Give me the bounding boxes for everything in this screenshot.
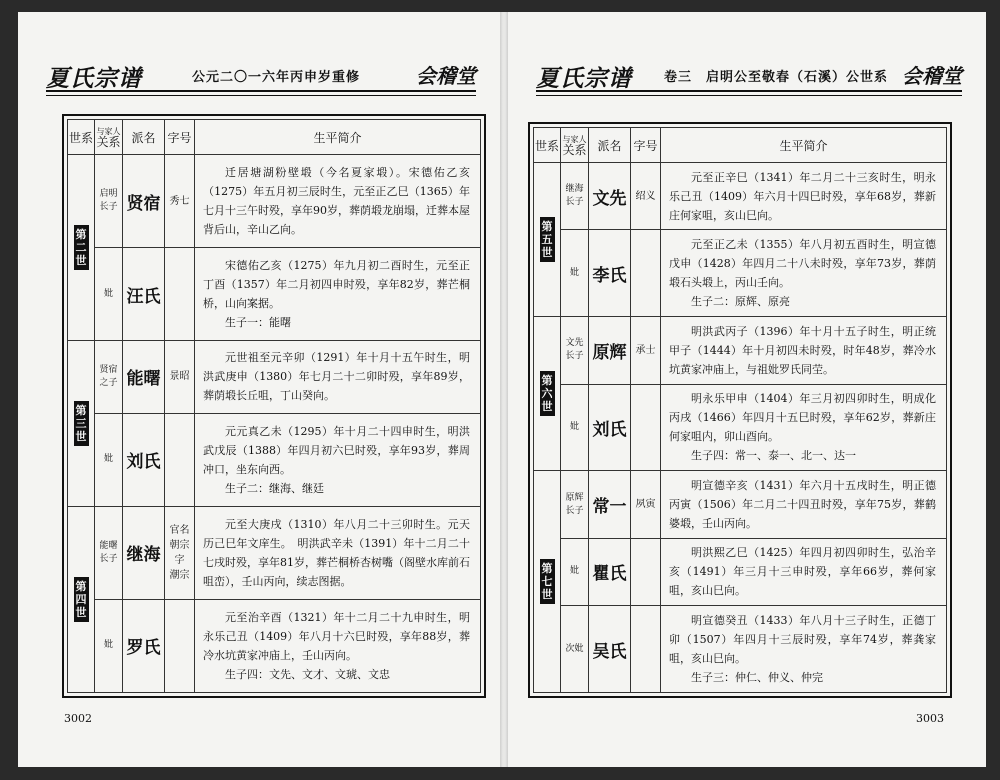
person-name: 文先: [589, 163, 631, 230]
biography-text: 元元真乙未（1295）年十月二十四申时生，明洪武戊辰（1388）年四月初六巳时殁，享年93岁，葬周冲口，坐东向西。: [203, 424, 470, 476]
courtesy-text: 绍义: [635, 190, 656, 202]
col-header-relation: [561, 128, 589, 163]
generation-label: 第三世: [74, 401, 89, 446]
courtesy-text: 夙寅: [635, 499, 656, 511]
relation-cell: [561, 538, 589, 605]
table-row: [68, 413, 481, 506]
volume-subtitle: 卷三 启明公至敬春（石溪）公世系: [664, 70, 889, 85]
generation-label: 第六世: [540, 371, 555, 416]
biography-text: 明洪武丙子（1396）年十月十五子时生，明正统甲子（1444）年十月初四未时殁，时年48岁，葬冷水坑黄家冲庙上，与祖妣罗氏同茔。: [669, 324, 936, 376]
relation-text: 长子: [565, 197, 584, 208]
table-row: [68, 248, 481, 341]
biography-cell: [195, 155, 481, 248]
courtesy-text: 景昭: [169, 371, 190, 383]
relation-text: 妣: [103, 288, 113, 299]
courtesy-name-cell: [631, 163, 661, 230]
person-name: 继海: [123, 506, 165, 599]
relation-header-bottom: 关系: [96, 134, 121, 149]
courtesy-name-cell: [631, 230, 661, 317]
courtesy-name-cell: [165, 599, 195, 692]
courtesy-name-cell: [165, 506, 195, 599]
table-row: [68, 341, 481, 413]
relation-cell: [95, 155, 123, 248]
children-text: 生子四：文先、文才、文琥、文忠: [225, 667, 390, 681]
col-header-relation: [95, 120, 123, 155]
biography-cell: [195, 341, 481, 413]
generation-cell: [534, 163, 561, 317]
biography-cell: [661, 606, 947, 693]
table-row: [534, 317, 947, 384]
genealogy-table-frame: [62, 114, 486, 698]
col-header-courtesy: 字号: [631, 128, 661, 163]
edition-subtitle: 公元二〇一六年丙申岁重修: [192, 70, 361, 85]
relation-text: 妣: [569, 267, 579, 278]
relation-header-top: 与家人: [96, 126, 121, 136]
relation-text: 次妣: [565, 643, 584, 654]
generation-cell: [534, 471, 561, 693]
courtesy-name-cell: [165, 155, 195, 248]
relation-text: 长子: [99, 553, 118, 564]
courtesy-text: 秀七: [169, 195, 190, 207]
person-name: 能曙: [123, 341, 165, 413]
relation-cell: [561, 606, 589, 693]
relation-cell: [95, 599, 123, 692]
book-title: 夏氏宗谱: [536, 65, 632, 92]
children-text: 生子三：仲仁、仲义、仲完: [691, 671, 823, 685]
person-name: 瞿氏: [589, 538, 631, 605]
table-body: [68, 155, 481, 693]
biography-cell: [661, 230, 947, 317]
genealogy-table-frame: [528, 122, 952, 698]
table-row: [534, 384, 947, 471]
biography-text: 迁居塘湖粉壁塅（今名夏家塅）。宋德佑乙亥（1275）年五月初三辰时生，元至正乙巳（1365）年七月十三午时殁，享年90岁，葬荫塅龙崩塌，迁葬本屋背后山，辛山乙向。: [203, 166, 470, 237]
biography-text: 宋德佑乙亥（1275）年九月初二酉时生，元至正丁酉（1357）年二月初四申时殁，享年82岁，葬芒桐桥，山向案据。: [203, 259, 470, 311]
relation-text: 文先: [565, 338, 584, 349]
col-header-generation: 世系: [534, 128, 561, 163]
header-rule-thin: [536, 95, 962, 96]
relation-text: 继海: [565, 184, 584, 195]
courtesy-name-cell: [165, 248, 195, 341]
table-header-row: [68, 120, 481, 155]
page-number: 3002: [64, 712, 92, 725]
biography-cell: [195, 599, 481, 692]
relation-text: 之子: [99, 377, 118, 388]
courtesy-text: 潮宗: [169, 569, 190, 581]
biography-cell: [661, 317, 947, 384]
relation-cell: [95, 506, 123, 599]
relation-cell: [95, 413, 123, 506]
relation-cell: [561, 163, 589, 230]
relation-text: 长子: [99, 202, 118, 213]
relation-cell: [561, 471, 589, 538]
generation-cell: [534, 317, 561, 471]
biography-text: 元至正乙未（1355）年八月初五酉时生，明宣德戊申（1428）年四月二十八未时殁，享年73岁，葬荫塅石头塅上，丙山壬向。: [669, 238, 936, 290]
biography-cell: [195, 506, 481, 599]
relation-cell: [561, 317, 589, 384]
table-body: [534, 163, 947, 693]
genealogy-table: [67, 119, 481, 693]
relation-header-bottom: 关系: [562, 142, 587, 157]
header-rule: [46, 90, 476, 92]
table-row: [68, 599, 481, 692]
col-header-generation: 世系: [68, 120, 95, 155]
generation-cell: [68, 341, 95, 506]
courtesy-name-cell: [631, 384, 661, 471]
biography-cell: [661, 471, 947, 538]
table-row: [68, 155, 481, 248]
relation-text: 长子: [565, 351, 584, 362]
generation-label: 第七世: [540, 559, 555, 604]
relation-text: 能曙: [99, 540, 118, 551]
header-rule: [536, 90, 962, 92]
hall-name: 会稽堂: [416, 64, 476, 88]
relation-cell: [561, 230, 589, 317]
page-header: [536, 62, 962, 90]
biography-text: 元至大庚戌（1310）年八月二十三卯时生。元天历己巳年文庠生。 明洪武辛未（1391）年十二月二十七戌时殁，享年81岁，葬芒桐桥杏树嘴（阁壁水库前石咀峦），壬山丙向，续志图据。: [203, 517, 470, 588]
biography-cell: [661, 384, 947, 471]
courtesy-name-cell: [631, 471, 661, 538]
person-name: 贤宿: [123, 155, 165, 248]
relation-text: 妣: [103, 454, 113, 465]
biography-text: 元至治辛酉（1321）年十二月二十九申时生，明永乐己丑（1409）年八月十六巳时殁，享年88岁，葬冷水坑黄家冲庙上，壬山丙向。: [203, 610, 470, 662]
courtesy-name-cell: [631, 606, 661, 693]
col-header-name: 派名: [123, 120, 165, 155]
biography-text: 元至正辛巳（1341）年二月二十三亥时生，明永乐己丑（1409）年六月十四巳时殁，享年68岁，葬新庄何家咀，亥山巳向。: [669, 170, 936, 222]
table-row: [534, 471, 947, 538]
generation-cell: [68, 155, 95, 341]
left-page: [18, 12, 500, 767]
biography-text: 明宣德癸丑（1433）年八月十三子时生，正德丁卯（1507）年四月十三辰时殁，享年74岁，葬龚家咀，亥山巳向。: [669, 614, 936, 666]
children-text: 生子四：常一、泰一、北一、达一: [691, 449, 856, 463]
col-header-bio: 生平简介: [661, 128, 947, 163]
person-name: 刘氏: [589, 384, 631, 471]
biography-cell: [661, 163, 947, 230]
children-text: 生子二：继海、继廷: [225, 481, 324, 495]
relation-header-top: 与家人: [562, 134, 587, 144]
courtesy-name-cell: [165, 413, 195, 506]
relation-text: 原辉: [565, 492, 584, 503]
biography-cell: [195, 413, 481, 506]
children-text: 生子二：原辉、原亮: [691, 295, 790, 309]
relation-cell: [561, 384, 589, 471]
relation-text: 妣: [103, 640, 113, 651]
book-title: 夏氏宗谱: [46, 65, 142, 92]
relation-cell: [95, 341, 123, 413]
biography-text: 明宣德辛亥（1431）年六月十五戌时生，明正德丙寅（1506）年二月二十四丑时殁，享年75岁，葬鹤婆塅，壬山丙向。: [669, 479, 936, 531]
table-row: [68, 506, 481, 599]
person-name: 原辉: [589, 317, 631, 384]
col-header-bio: 生平简介: [195, 120, 481, 155]
courtesy-name-cell: [631, 317, 661, 384]
courtesy-text: 字: [174, 554, 185, 566]
relation-text: 贤宿: [99, 364, 118, 375]
col-header-courtesy: 字号: [165, 120, 195, 155]
person-name: 吴氏: [589, 606, 631, 693]
courtesy-text: 承士: [635, 344, 656, 356]
courtesy-text: 朝宗: [169, 539, 190, 551]
relation-text: 妣: [569, 421, 579, 432]
header-rule-thin: [46, 95, 476, 96]
table-header-row: [534, 128, 947, 163]
generation-label: 第四世: [74, 577, 89, 622]
page-header: [46, 62, 476, 90]
page-number: 3003: [916, 712, 944, 725]
person-name: 刘氏: [123, 413, 165, 506]
hall-name: 会稽堂: [902, 64, 962, 88]
courtesy-name-cell: [165, 341, 195, 413]
relation-text: 长子: [565, 505, 584, 516]
biography-text: 明洪熙乙巳（1425）年四月初四卯时生，弘治辛亥（1491）年三月十三申时殁，享年66岁，葬何家咀，亥山巳向。: [669, 546, 936, 598]
col-header-name: 派名: [589, 128, 631, 163]
person-name: 常一: [589, 471, 631, 538]
biography-cell: [195, 248, 481, 341]
biography-cell: [661, 538, 947, 605]
person-name: 罗氏: [123, 599, 165, 692]
relation-text: 启明: [99, 189, 118, 200]
relation-text: 妣: [569, 566, 579, 577]
children-text: 生子一：能曙: [225, 316, 291, 330]
generation-label: 第五世: [540, 217, 555, 262]
person-name: 李氏: [589, 230, 631, 317]
biography-text: 明永乐甲申（1404）年三月初四卯时生，明成化丙戌（1466）年四月十五巳时殁，享年62岁，葬新庄何家咀内，卯山酉向。: [669, 392, 936, 444]
biography-text: 元世祖至元辛卯（1291）年十月十五午时生，明洪武庚申（1380）年七月二十二卯时殁，享年89岁，葬荫塅长丘咀，丁山癸向。: [203, 351, 470, 403]
genealogy-table: [533, 127, 947, 693]
table-row: [534, 606, 947, 693]
generation-cell: [68, 506, 95, 692]
table-row: [534, 538, 947, 605]
table-row: [534, 230, 947, 317]
courtesy-name-cell: [631, 538, 661, 605]
generation-label: 第二世: [74, 225, 89, 270]
person-name: 汪氏: [123, 248, 165, 341]
table-row: [534, 163, 947, 230]
right-page: [508, 12, 986, 767]
relation-cell: [95, 248, 123, 341]
courtesy-text: 官名: [169, 524, 190, 536]
